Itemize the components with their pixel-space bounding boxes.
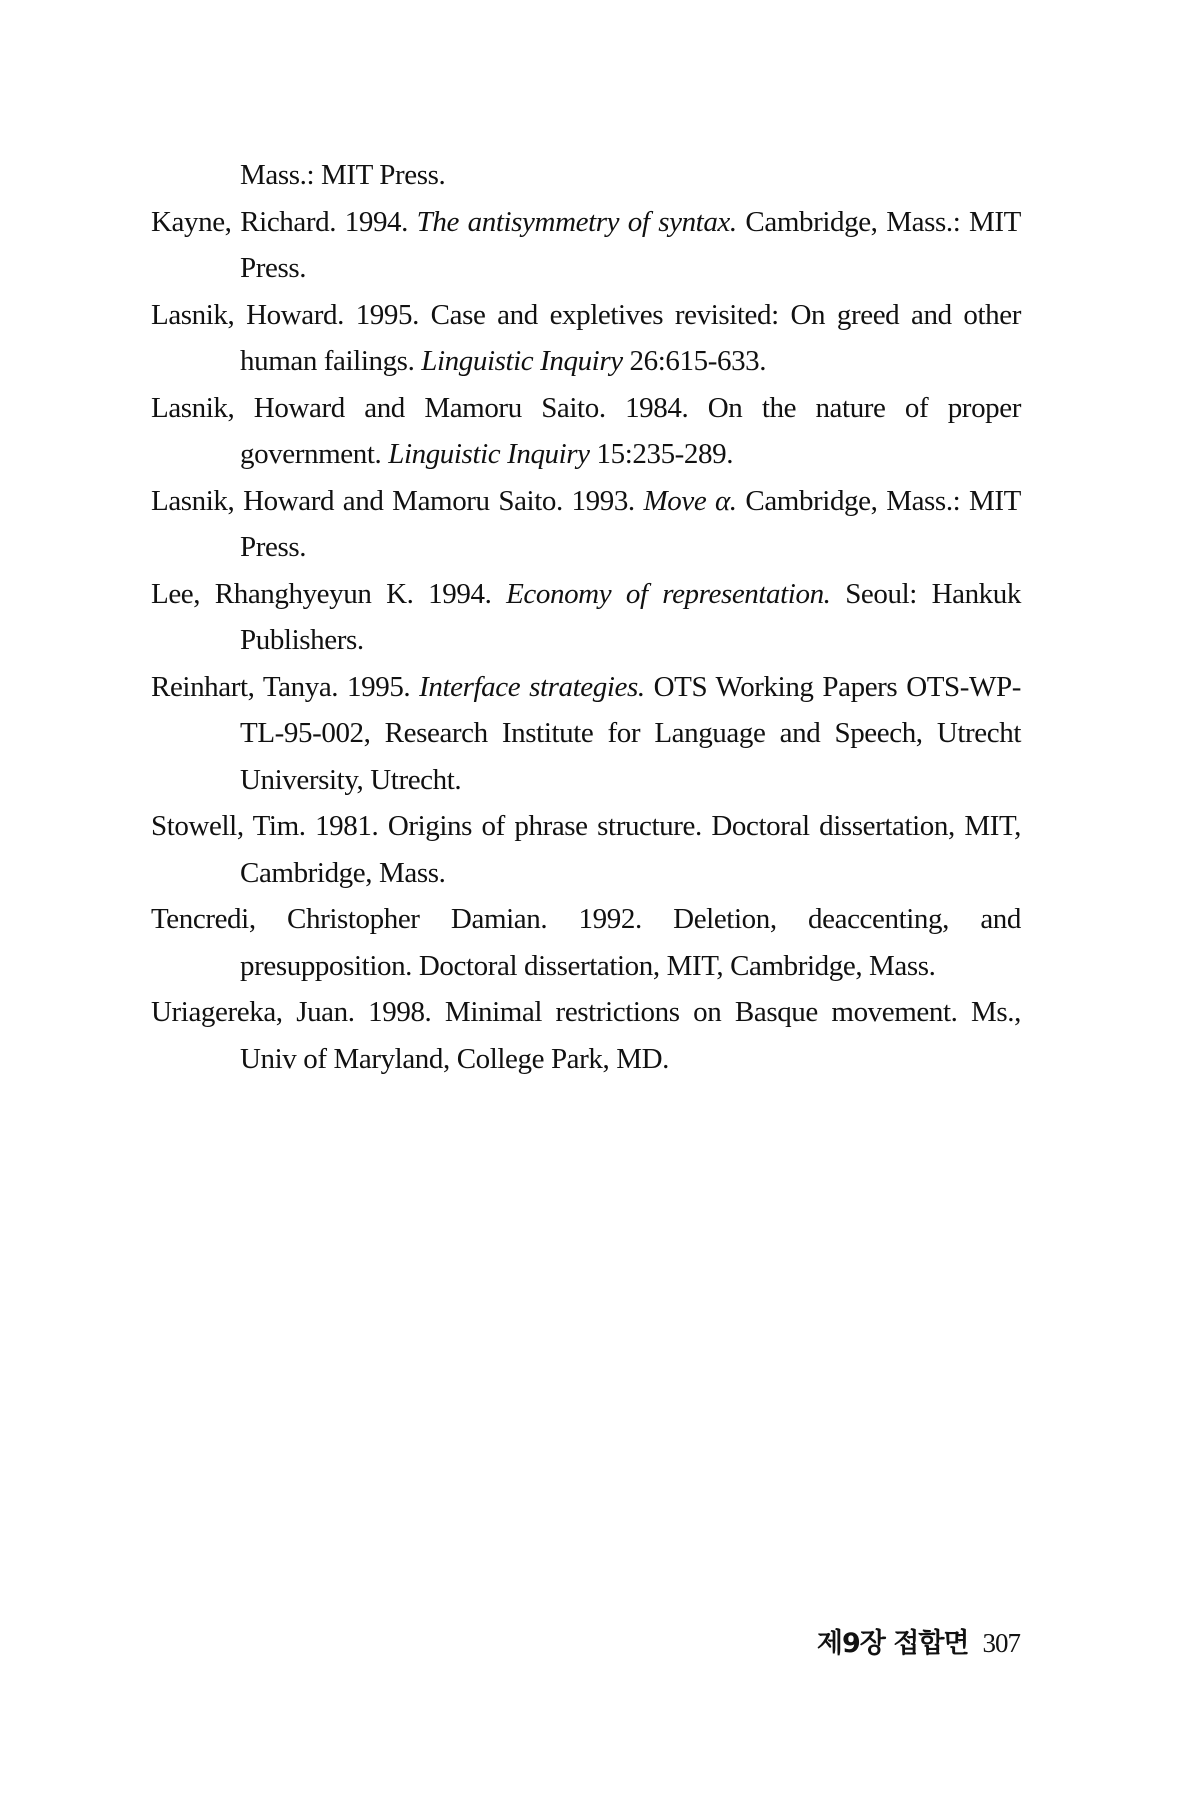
reference-entry <box>151 664 1021 804</box>
reference-text: 15:235-289. <box>589 438 734 470</box>
reference-text: Kayne, Richard. 1994. <box>151 205 417 238</box>
reference-title-italic: Interface strategies. <box>419 670 645 703</box>
reference-text: Cambridge, Mass.: MIT Press. <box>240 205 1021 284</box>
reference-text: OTS Working Papers OTS-WP-TL-95-002, Research Institute for Language and Speech, Utrecht University, Utrecht. <box>240 670 1021 796</box>
reference-title-italic: Linguistic Inquiry <box>421 345 623 377</box>
reference-text: Cambridge, Mass.: MIT Press. <box>240 484 1021 563</box>
reference-entry <box>151 803 1021 896</box>
reference-text: Mass.: MIT Press. <box>240 159 446 191</box>
reference-title-italic: Move α. <box>643 484 737 517</box>
reference-text: Reinhart, Tanya. 1995. <box>151 670 420 703</box>
reference-text: Stowell, Tim. 1981. Origins of phrase structure. Doctoral dissertation, MIT, Cambridge, Mass. <box>151 810 1021 889</box>
chapter-title: 제9장 접합면 <box>816 1628 969 1659</box>
reference-text: Lasnik, Howard. 1995. Case and expletives revisited: On greed and other human failings. <box>151 298 1021 377</box>
reference-title-italic: Linguistic Inquiry <box>388 438 590 470</box>
reference-entry <box>151 478 1021 571</box>
reference-text: Lasnik, Howard and Mamoru Saito. 1993. <box>151 484 644 517</box>
reference-text: 26:615-633. <box>622 345 767 377</box>
reference-title-italic: The antisymmetry of syntax. <box>416 205 737 238</box>
reference-text: Lee, Rhanghyeyun K. 1994. <box>151 577 507 610</box>
reference-text: Tencredi, Christopher Damian. 1992. Deletion, deaccenting, and presupposition. Doctoral dissertation, MIT, Cambridge, Mass. <box>151 903 1021 982</box>
reference-text: Lasnik, Howard and Mamoru Saito. 1984. On the nature of proper government. <box>151 391 1021 470</box>
reference-list <box>151 152 1021 1082</box>
reference-text: Seoul: Hankuk Publishers. <box>240 577 1021 656</box>
reference-entry <box>151 896 1021 989</box>
reference-entry <box>151 385 1021 478</box>
reference-entry <box>151 292 1021 385</box>
reference-continuation <box>151 152 1021 199</box>
reference-entry <box>151 199 1021 292</box>
reference-title-italic: Economy of representation. <box>506 577 831 610</box>
reference-text: Uriagereka, Juan. 1998. Minimal restrictions on Basque movement. Ms., Univ of Maryland, College Park, MD. <box>151 996 1021 1075</box>
page-footer <box>817 1621 1020 1660</box>
reference-entry <box>151 571 1021 664</box>
page-number: 307 <box>982 1628 1020 1658</box>
reference-entry <box>151 989 1021 1082</box>
